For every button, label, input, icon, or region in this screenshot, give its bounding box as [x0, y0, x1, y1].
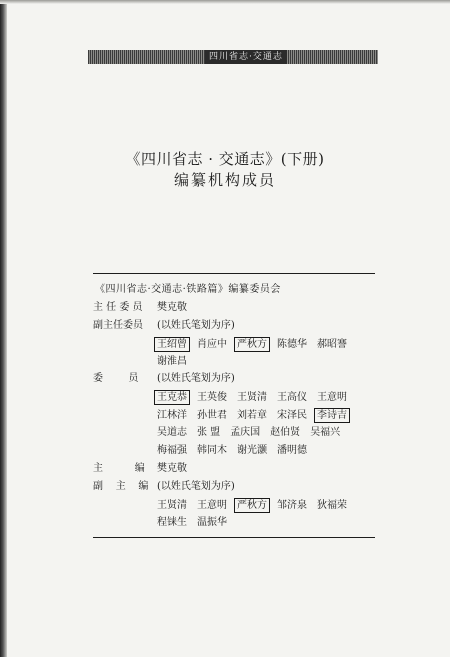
role-row	[93, 480, 375, 498]
member-names-line	[157, 408, 357, 423]
highlighted-member-name: 王绍曾	[154, 337, 190, 352]
member-name: 邹济泉	[277, 499, 307, 511]
role-row	[93, 355, 375, 373]
role-label: 主 编	[93, 462, 145, 474]
roles-container	[93, 301, 375, 534]
role-row	[93, 444, 375, 462]
member-name: 吴道志	[157, 427, 187, 439]
bottom-divider	[93, 537, 375, 538]
role-row	[93, 516, 375, 534]
member-name: 谢淮昌	[157, 355, 187, 367]
member-name: 韩同木	[197, 445, 227, 457]
role-row	[93, 390, 375, 408]
running-header-label: 四川省志·交通志	[205, 50, 287, 64]
member-names-line	[157, 390, 357, 405]
role-row	[93, 462, 375, 480]
role-label: 委 员	[93, 373, 139, 385]
member-name: 刘若章	[237, 410, 267, 422]
member-name: (以姓氏笔划为序)	[157, 480, 235, 492]
role-row	[93, 426, 375, 444]
member-names-line	[157, 444, 317, 457]
member-names-line	[157, 426, 350, 439]
member-name: 樊克敬	[157, 462, 187, 474]
member-name: 陈德华	[277, 338, 307, 350]
member-names-line	[157, 337, 357, 352]
highlighted-member-name: 严秋方	[234, 498, 270, 513]
member-name: 王贤清	[237, 392, 267, 404]
member-name: 程铼生	[157, 516, 187, 528]
role-row	[93, 301, 375, 319]
member-name: 郝昭謇	[317, 338, 347, 350]
committee-heading: 《四川省志·交通志·铁路篇》编纂委员会	[95, 284, 281, 295]
member-name: 王英俊	[197, 392, 227, 404]
member-names-line	[157, 372, 245, 385]
member-list	[93, 283, 375, 533]
role-row	[93, 408, 375, 426]
member-name: (以姓氏笔划为序)	[157, 373, 235, 385]
member-names-line	[157, 516, 237, 529]
role-row	[93, 372, 375, 390]
member-name: 肖应中	[197, 338, 227, 350]
role-label: 主 任 委 员	[93, 301, 143, 313]
page-subtitle: 编纂机构成员	[173, 171, 276, 189]
member-name: (以姓氏笔划为序)	[157, 319, 235, 331]
member-name: 潘明德	[277, 445, 307, 457]
member-name: 温振华	[197, 516, 227, 528]
member-name: 狄福荣	[317, 499, 347, 511]
member-name: 赵伯贤	[270, 427, 301, 439]
member-names-line	[157, 498, 357, 513]
member-name: 王意明	[197, 499, 227, 511]
member-names-line	[157, 355, 197, 368]
member-name: 孙世君	[197, 410, 227, 422]
member-name: 樊克敬	[157, 301, 187, 313]
role-row	[93, 319, 375, 337]
member-name: 王意明	[317, 392, 347, 404]
member-name: 江林洋	[157, 410, 187, 422]
member-names-line	[157, 301, 197, 314]
role-row	[93, 337, 375, 355]
member-name: 张 盟	[197, 427, 221, 439]
member-names-line	[157, 480, 245, 493]
committee-heading-row	[93, 283, 375, 301]
member-names-line	[157, 319, 245, 332]
member-name: 谢光灏	[237, 445, 267, 457]
member-name: 王高仪	[277, 392, 307, 404]
member-name: 孟庆国	[230, 427, 261, 439]
page-top-edge	[0, 0, 450, 4]
highlighted-member-name: 李诗吉	[314, 408, 350, 423]
highlighted-member-name: 王克恭	[154, 390, 190, 405]
role-row	[93, 498, 375, 516]
role-label: 副 主 编	[93, 480, 149, 492]
member-name: 吴福兴	[310, 427, 341, 439]
page-binding-edge	[0, 0, 7, 657]
highlighted-member-name: 严秋方	[234, 337, 270, 352]
member-name: 宋泽民	[277, 410, 307, 422]
member-name: 王贤清	[157, 499, 187, 511]
member-name: 梅福强	[157, 445, 187, 457]
top-divider	[93, 273, 375, 274]
role-label: 副主任委员	[93, 319, 143, 331]
page-title: 《四川省志 · 交通志》(下册)	[125, 150, 325, 168]
member-names-line	[157, 462, 197, 475]
